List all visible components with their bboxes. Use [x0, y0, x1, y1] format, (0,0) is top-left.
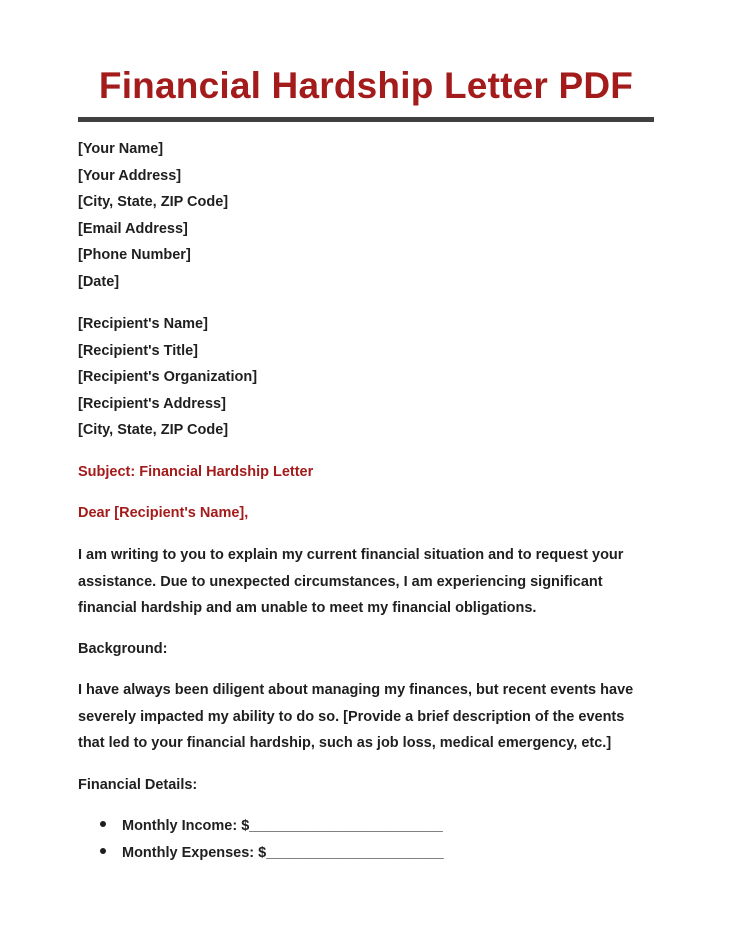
sender-block: [78, 136, 658, 296]
background-line: I have always been diligent about managing my finances, but recent events have: [78, 682, 634, 698]
financial-details-list: [100, 813, 600, 867]
sender-name: [Your Name]: [78, 141, 164, 157]
recipient-address: [Recipient's Address]: [78, 395, 226, 412]
title-divider: [78, 117, 654, 122]
salutation: Dear [Recipient's Name],: [78, 505, 249, 521]
list-item: [100, 813, 600, 840]
monthly-income-item: Monthly Income: $________________________: [122, 818, 443, 834]
recipient-organization: [Recipient's Organization]: [78, 369, 258, 386]
intro-line: I am writing to you to explain my current financial situation and to request your: [78, 547, 624, 563]
intro-line: assistance. Due to unexpected circumstances, I am experiencing significant: [78, 573, 603, 590]
recipient-block: [78, 311, 658, 444]
intro-paragraph: [78, 542, 658, 622]
subject-line: Subject: Financial Hardship Letter: [78, 464, 314, 480]
recipient-name: [Recipient's Name]: [78, 316, 208, 332]
bullet-icon: [100, 821, 106, 827]
intro-line: financial hardship and am unable to meet my financial obligations.: [78, 600, 537, 617]
recipient-city-state-zip: [City, State, ZIP Code]: [78, 422, 229, 439]
monthly-expenses-item: Monthly Expenses: $______________________: [122, 845, 444, 861]
financial-details-heading: Financial Details:: [78, 777, 198, 793]
recipient-title: [Recipient's Title]: [78, 342, 199, 359]
sender-address: [Your Address]: [78, 167, 182, 184]
list-item: [100, 840, 600, 867]
document-title: Financial Hardship Letter PDF: [98, 65, 634, 106]
background-line: severely impacted my ability to do so. [Provide a brief description of the events: [78, 708, 625, 725]
sender-email: [Email Address]: [78, 220, 188, 237]
sender-city-state-zip: [City, State, ZIP Code]: [78, 194, 229, 211]
letter-date: [Date]: [78, 273, 120, 290]
background-paragraph: [78, 677, 658, 757]
sender-phone: [Phone Number]: [78, 247, 191, 264]
background-line: that led to your financial hardship, such as job loss, medical emergency, etc.]: [78, 735, 612, 752]
bullet-icon: [100, 848, 106, 854]
background-heading: Background:: [78, 641, 168, 657]
